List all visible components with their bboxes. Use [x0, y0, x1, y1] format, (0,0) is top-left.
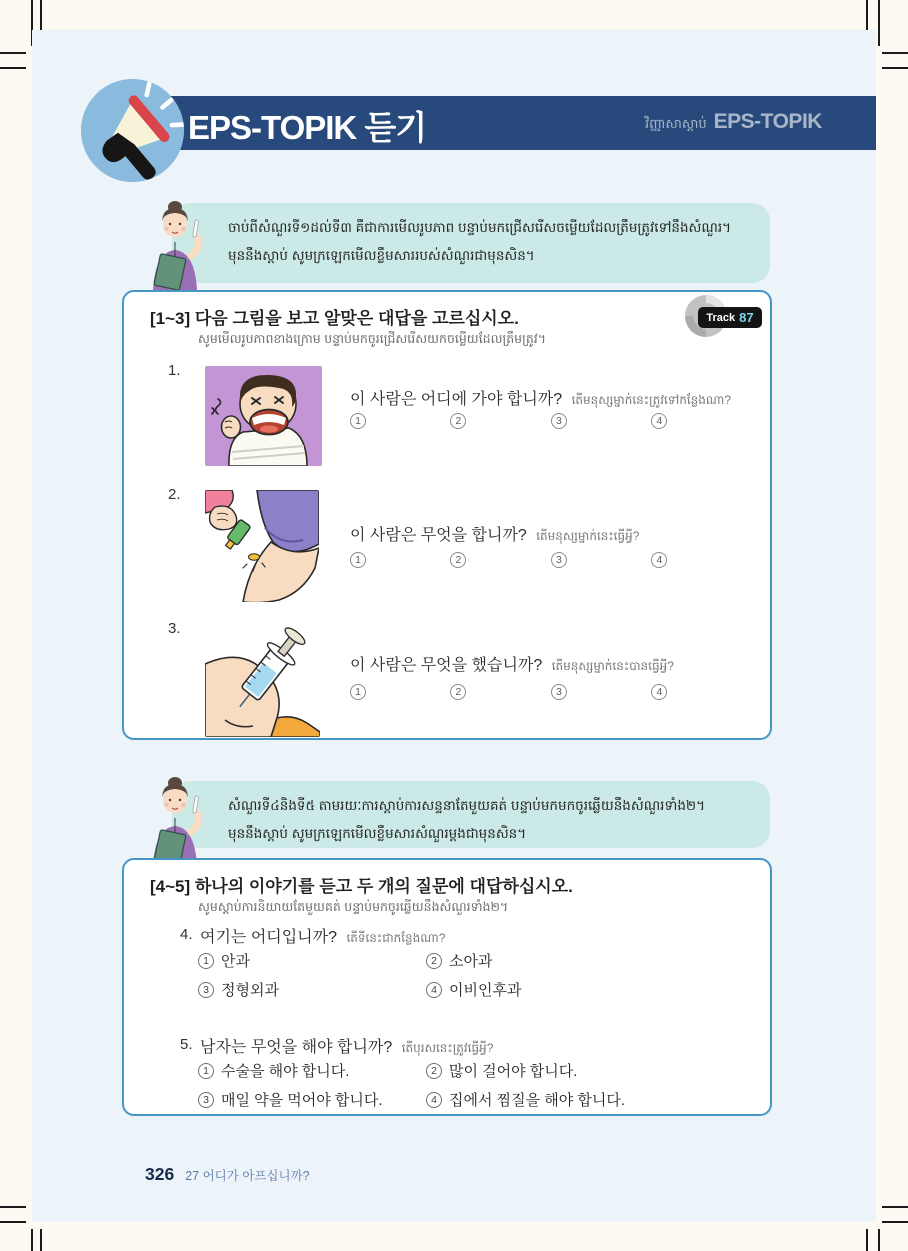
section-heading-khmer: សូមមើលរូបភាពខាងក្រោម បន្ទាប់មកចូរជ្រើសរើសយកចម្លើយដែលត្រឹមត្រូវ។ [198, 332, 546, 346]
crop-mark [882, 67, 908, 69]
header-subtitle [645, 110, 822, 135]
teacher-illustration [139, 772, 207, 866]
option-1 [198, 1060, 426, 1081]
question-khmer: តើបុរសនេះត្រូវធ្វើអ្វី? [401, 1041, 494, 1055]
option-4 [426, 979, 738, 1000]
question-text [350, 522, 639, 546]
option-1-marker: 1 [198, 953, 214, 969]
track-label: Track [706, 311, 736, 324]
option-1-label: 수술을 해야 합니다. [221, 1063, 350, 1080]
chapter-title: 27 어디가 아프십니까? [185, 1169, 310, 1183]
question-number: 4. [180, 926, 193, 943]
page-title: EPS-TOPIK 듣기 [188, 109, 427, 146]
option-4-marker: 4 [426, 982, 442, 998]
crop-mark [882, 1221, 908, 1223]
crop-mark [40, 1229, 42, 1251]
crop-mark [878, 0, 880, 46]
crop-mark [0, 1206, 26, 1208]
question-number: 1. [168, 362, 181, 379]
option-2 [426, 1060, 738, 1081]
teacher-illustration [139, 196, 207, 290]
crop-mark [0, 1221, 26, 1223]
section-heading-khmer: សូមស្តាប់ការនិយាយតែមួយគត់ បន្ទាប់មកចូរឆ្លើយនឹងសំណួរទាំង២។ [198, 900, 509, 914]
listening-questions-4-5 [122, 858, 772, 1116]
question-korean: 이 사람은 무엇을 했습니까? [350, 657, 543, 674]
option-2-marker: 2 [426, 953, 442, 969]
choice-4-marker: 4 [651, 552, 667, 568]
answer-choices [350, 550, 747, 568]
option-4 [426, 1089, 738, 1110]
question-image-syringe [205, 622, 320, 737]
choice-4-marker: 4 [651, 684, 667, 700]
option-1-label: 안과 [221, 953, 250, 970]
header-subtitle-khmer: វិញ្ញាសាស្តាប់ [645, 116, 707, 131]
question-korean: 남자는 무엇을 해야 합니까? [200, 1039, 393, 1056]
answer-choices [350, 411, 747, 429]
header-banner [103, 96, 876, 150]
choice-3-marker: 3 [551, 684, 567, 700]
instruction-line: ចាប់ពីសំណួរទី១ដល់ទី៣ គឺជាការមើលរូបភាព បន្ទាប់មកជ្រើសរើសចម្លើយដែលត្រឹមត្រូវទៅនឹងសំណួរ។ [228, 220, 732, 235]
option-2-label: 소아과 [449, 953, 493, 970]
choice-2-marker: 2 [450, 552, 466, 568]
choice-1-marker: 1 [350, 552, 366, 568]
question-khmer: តើមនុស្សម្នាក់នេះធ្វើអ្វី? [536, 529, 640, 543]
crop-mark [878, 1229, 880, 1251]
question-khmer: តើទីនេះជាកន្លែងណា? [346, 931, 446, 945]
option-3-marker: 3 [198, 982, 214, 998]
answer-choices [350, 682, 747, 700]
question-text [350, 652, 674, 676]
choice-3-marker: 3 [551, 552, 567, 568]
question-image-ointment [205, 490, 319, 602]
crop-mark [882, 52, 908, 54]
page-footer [145, 1164, 310, 1185]
question-number: 2. [168, 486, 181, 503]
choice-1-marker: 1 [350, 413, 366, 429]
option-2-marker: 2 [426, 1063, 442, 1079]
question-khmer: តើមនុស្សម្នាក់នេះបានធ្វើអ្វី? [551, 659, 674, 673]
crop-mark [866, 1229, 868, 1251]
question-text [350, 386, 731, 410]
option-3-label: 정형외과 [221, 982, 279, 999]
listening-questions-1-3 [122, 290, 772, 740]
answer-options [198, 1060, 738, 1110]
choice-3-marker: 3 [551, 413, 567, 429]
option-4-marker: 4 [426, 1092, 442, 1108]
crop-mark [31, 1229, 33, 1251]
instruction-line: មុននឹងស្តាប់ សូមក្រឡេកមើលខ្លឹមសាររបស់សំណួរជាមុនសិន។ [228, 247, 535, 263]
section-heading: [1~3] 다음 그림을 보고 알맞은 대답을 고르십시오. [150, 309, 519, 328]
choice-2-marker: 2 [450, 684, 466, 700]
crop-mark [0, 67, 26, 69]
page-background [32, 30, 876, 1222]
question-text [200, 924, 445, 948]
section-heading: [4~5] 하나의 이야기를 듣고 두 개의 질문에 대답하십시오. [150, 877, 573, 896]
option-3 [198, 979, 426, 1000]
question-image-man-toothache [205, 366, 322, 466]
header-subtitle-latin: EPS-TOPIK [713, 110, 822, 133]
track-number: 87 [739, 310, 754, 325]
crop-mark [882, 1206, 908, 1208]
question-korean: 이 사람은 어디에 가야 합니까? [350, 391, 563, 408]
instruction-line: មុននឹងស្តាប់ សូមក្រឡេកមើលខ្លឹមសារសំណួរម្តងជាមុនសិន។ [228, 825, 527, 841]
option-2-label: 많이 걸어야 합니다. [449, 1063, 578, 1080]
choice-4-marker: 4 [651, 413, 667, 429]
track-badge [698, 307, 762, 328]
question-khmer: តើមនុស្សម្នាក់នេះត្រូវទៅកន្លែងណា? [571, 393, 732, 407]
audio-track-indicator [684, 294, 770, 340]
choice-1-marker: 1 [350, 684, 366, 700]
option-2 [426, 950, 738, 971]
answer-options [198, 950, 738, 1000]
megaphone-icon [81, 79, 184, 182]
crop-mark [0, 52, 26, 54]
question-number: 3. [168, 620, 181, 637]
option-3-label: 매일 약을 먹어야 합니다. [221, 1092, 383, 1109]
question-text [200, 1034, 493, 1058]
page-number: 326 [145, 1164, 175, 1184]
option-3-marker: 3 [198, 1092, 214, 1108]
question-korean: 여기는 어디입니까? [200, 929, 337, 946]
instruction-bubble [172, 203, 770, 283]
option-4-label: 집에서 찜질을 해야 합니다. [449, 1092, 626, 1109]
option-4-label: 이비인후과 [449, 982, 522, 999]
option-1 [198, 950, 426, 971]
question-korean: 이 사람은 무엇을 합니까? [350, 527, 527, 544]
instruction-line: សំណួរទី៤និងទី៥ តាមរយៈការស្តាប់ការសន្ទនាតែមួយគត់ បន្ទាប់មកមកចូរឆ្លើយនឹងសំណួរទាំង២។ [228, 798, 706, 813]
choice-2-marker: 2 [450, 413, 466, 429]
option-1-marker: 1 [198, 1063, 214, 1079]
option-3 [198, 1089, 426, 1110]
question-number: 5. [180, 1036, 193, 1053]
instruction-bubble [172, 781, 770, 848]
